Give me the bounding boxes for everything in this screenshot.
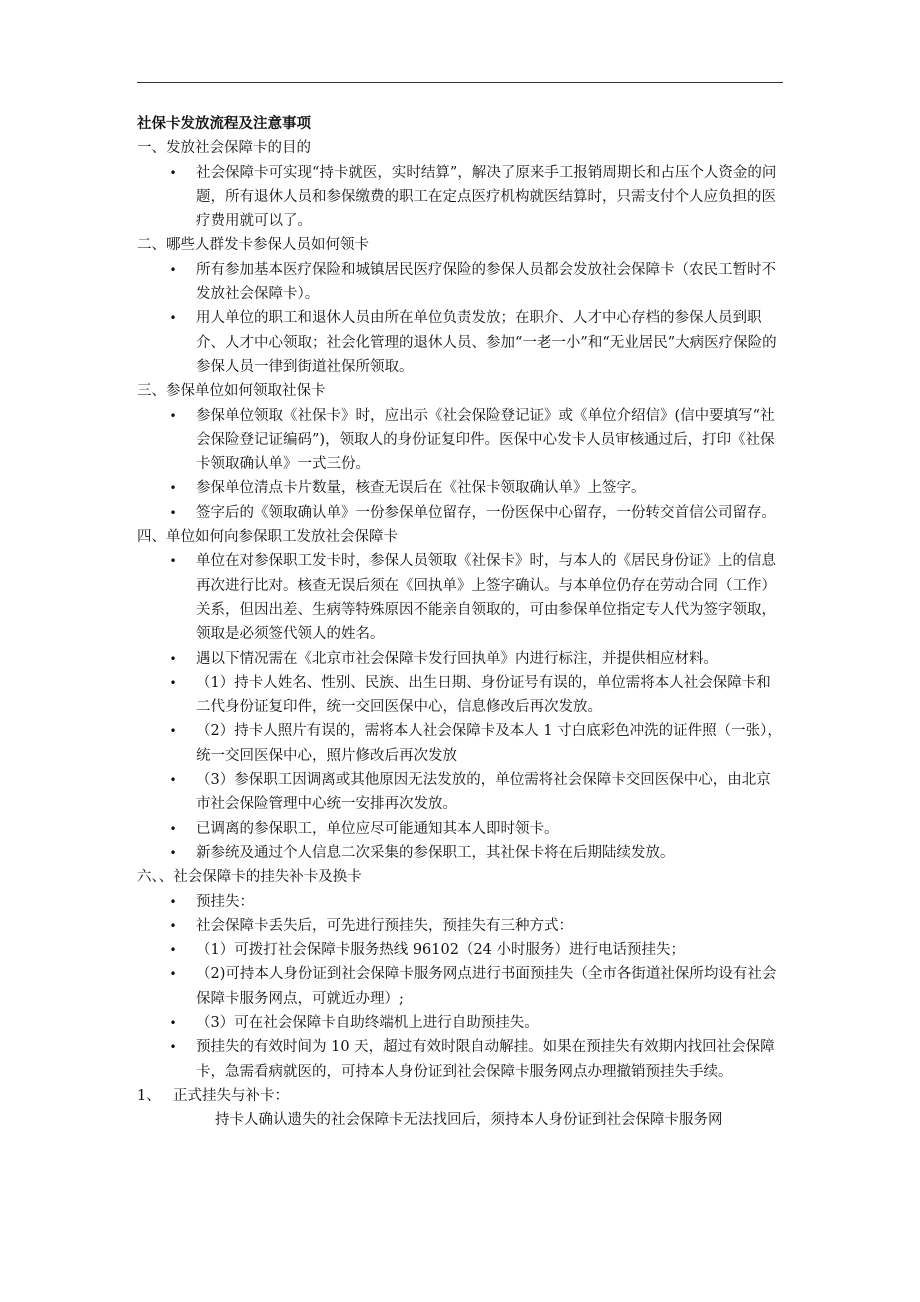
item-number: 1、 [137,1087,161,1104]
paragraph: 持卡人确认遗失的社会保障卡无法找回后，须持本人身份证到社会保障卡服务网 [215,1112,723,1129]
list-item [137,768,783,817]
section-heading: 二、哪些人群发卡参保人员如何领卡 [137,237,369,254]
bullet-icon: • [169,1040,177,1055]
list-item [137,719,783,768]
bullet-icon: • [169,675,177,690]
header-rule [137,82,783,83]
bullet-icon: • [169,165,177,180]
list-item [137,938,783,962]
list-item [137,890,783,914]
list-item [137,306,783,379]
list-item-text: 新参统及通过个人信息二次采集的参保职工，其社保卡将在后期陆续发放。 [196,844,675,861]
document-title: 社保卡发放流程及注意事项 [137,115,311,132]
list-item [137,671,783,720]
list-item [137,841,783,865]
numbered-item-label: 正式挂失与补卡： [173,1087,289,1104]
list-item-text: 已调离的参保职工，单位应尽可能通知其本人即时领卡。 [196,820,559,837]
list-item [137,1035,783,1084]
list-item [137,914,783,938]
bullet-icon: • [169,918,177,933]
bullet-icon: • [169,967,177,982]
bullet-icon: • [169,311,177,326]
bullet-icon: • [169,262,177,277]
list-item-text: （1）可拨打社会保障卡服务热线 96102（24 小时服务）进行电话预挂失； [196,942,686,959]
list-item [137,476,783,500]
bullet-icon: • [169,724,177,739]
list-item-text: 单位在对参保职工发卡时，参保人员领取《社保卡》时，与本人的《居民身份证》上的信息再次进行比对。核查无误后须在《回执单》上签字确认。与本单位仍存在劳动合同（工作）关系，但因出差、生病等特殊原因不能亲自领取的，可由参保单位指定专人代为签字领取，领取是必须签代领人的姓名。 [196,553,776,643]
section-heading: 四、单位如何向参保职工发放社会保障卡 [137,529,398,546]
bullet-icon: • [169,773,177,788]
list-item [137,549,783,646]
list-item-text: 遇以下情况需在《北京市社会保障卡发行回执单》内进行标注，并提供相应材料。 [196,650,718,667]
list-item-text: （1）持卡人姓名、性别、民族、出生日期、身份证号有误的，单位需将本人社会保障卡和二代身份证复印件，统一交回医保中心，信息修改后再次发放。 [196,674,771,716]
bullet-icon: • [169,845,177,860]
list-item [137,647,783,671]
bullet-icon: • [169,1015,177,1030]
list-item [137,404,783,477]
list-item-text: 参保单位清点卡片数量，核查无误后在《社保卡领取确认单》上签字。 [196,480,646,497]
list-item-text: 所有参加基本医疗保险和城镇居民医疗保险的参保人员都会发放社会保障卡（农民工暂时不发放社会保障卡）。 [196,261,776,303]
list-item [137,501,783,525]
section-heading: 六、、社会保障卡的挂失补卡及换卡 [137,869,362,886]
list-item [137,962,783,1011]
list-item [137,161,783,234]
list-item [137,817,783,841]
list-item-text: 社会保障卡可实现“持卡就医，实时结算”，解决了原来手工报销周期长和占压个人资金的问题，所有退休人员和参保缴费的职工在定点医疗机构就医结算时，只需支付个人应负担的医疗费用就可以了。 [196,164,777,230]
section-heading: 一、发放社会保障卡的目的 [137,140,311,157]
list-item-text: （3）可在社会保障卡自助终端机上进行自助预挂失。 [196,1014,539,1031]
list-item-text: 预挂失： [196,893,254,910]
bullet-icon: • [169,408,177,423]
list-item [137,258,783,307]
bullet-icon: • [169,894,177,909]
list-item-text: 社会保障卡丢失后，可先进行预挂失，预挂失有三种方式： [196,917,573,934]
list-item-text: 参保单位领取《社保卡》时，应出示《社会保险登记证》或《单位介绍信》(信中要填写“社会保险登记证编码”)，领取人的身份证复印件。医保中心发卡人员审核通过后，打印《社保卡领取确认单》一式三份。 [196,407,775,473]
list-item-text: 预挂失的有效时间为 10 天，超过有效时限自动解挂。如果在预挂失有效期内找回社会保障卡，急需看病就医的，可持本人身份证到社会保障卡服务网点办理撤销预挂失手续。 [196,1039,775,1080]
bullet-icon: • [169,554,177,569]
bullet-icon: • [169,505,177,520]
bullet-icon: • [169,943,177,958]
list-item-text: 签字后的《领取确认单》一份参保单位留存，一份医保中心留存，一份转交首信公司留存。 [196,504,776,521]
list-item-text: （2）持卡人照片有误的，需将本人社会保障卡及本人 1 寸白底彩色冲洗的证件照（一张），统一交回医保中心，照片修改后再次发放 [196,723,782,764]
list-item [137,1011,783,1035]
bullet-icon: • [169,481,177,496]
list-item-text: 用人单位的职工和退休人员由所在单位负责发放；在职介、人才中心存档的参保人员到职介、人才中心领取；社会化管理的退休人员、参加“一老一小”和“无业居民”大病医疗保险的参保人员一律到街道社保所领取。 [196,310,777,375]
bullet-icon: • [169,651,177,666]
section-heading: 三、参保单位如何领取社保卡 [137,383,326,400]
list-item-text: （3）参保职工因调离或其他原因无法发放的，单位需将社会保障卡交回医保中心，由北京市社会保险管理中心统一安排再次发放。 [196,772,771,813]
document-body [137,112,783,1132]
numbered-item [137,1084,783,1108]
list-item-text: （2)可持本人身份证到社会保障卡服务网点进行书面预挂失（全市各街道社保所均设有社会保障卡服务网点，可就近办理）; [196,966,777,1007]
bullet-icon: • [169,821,177,836]
